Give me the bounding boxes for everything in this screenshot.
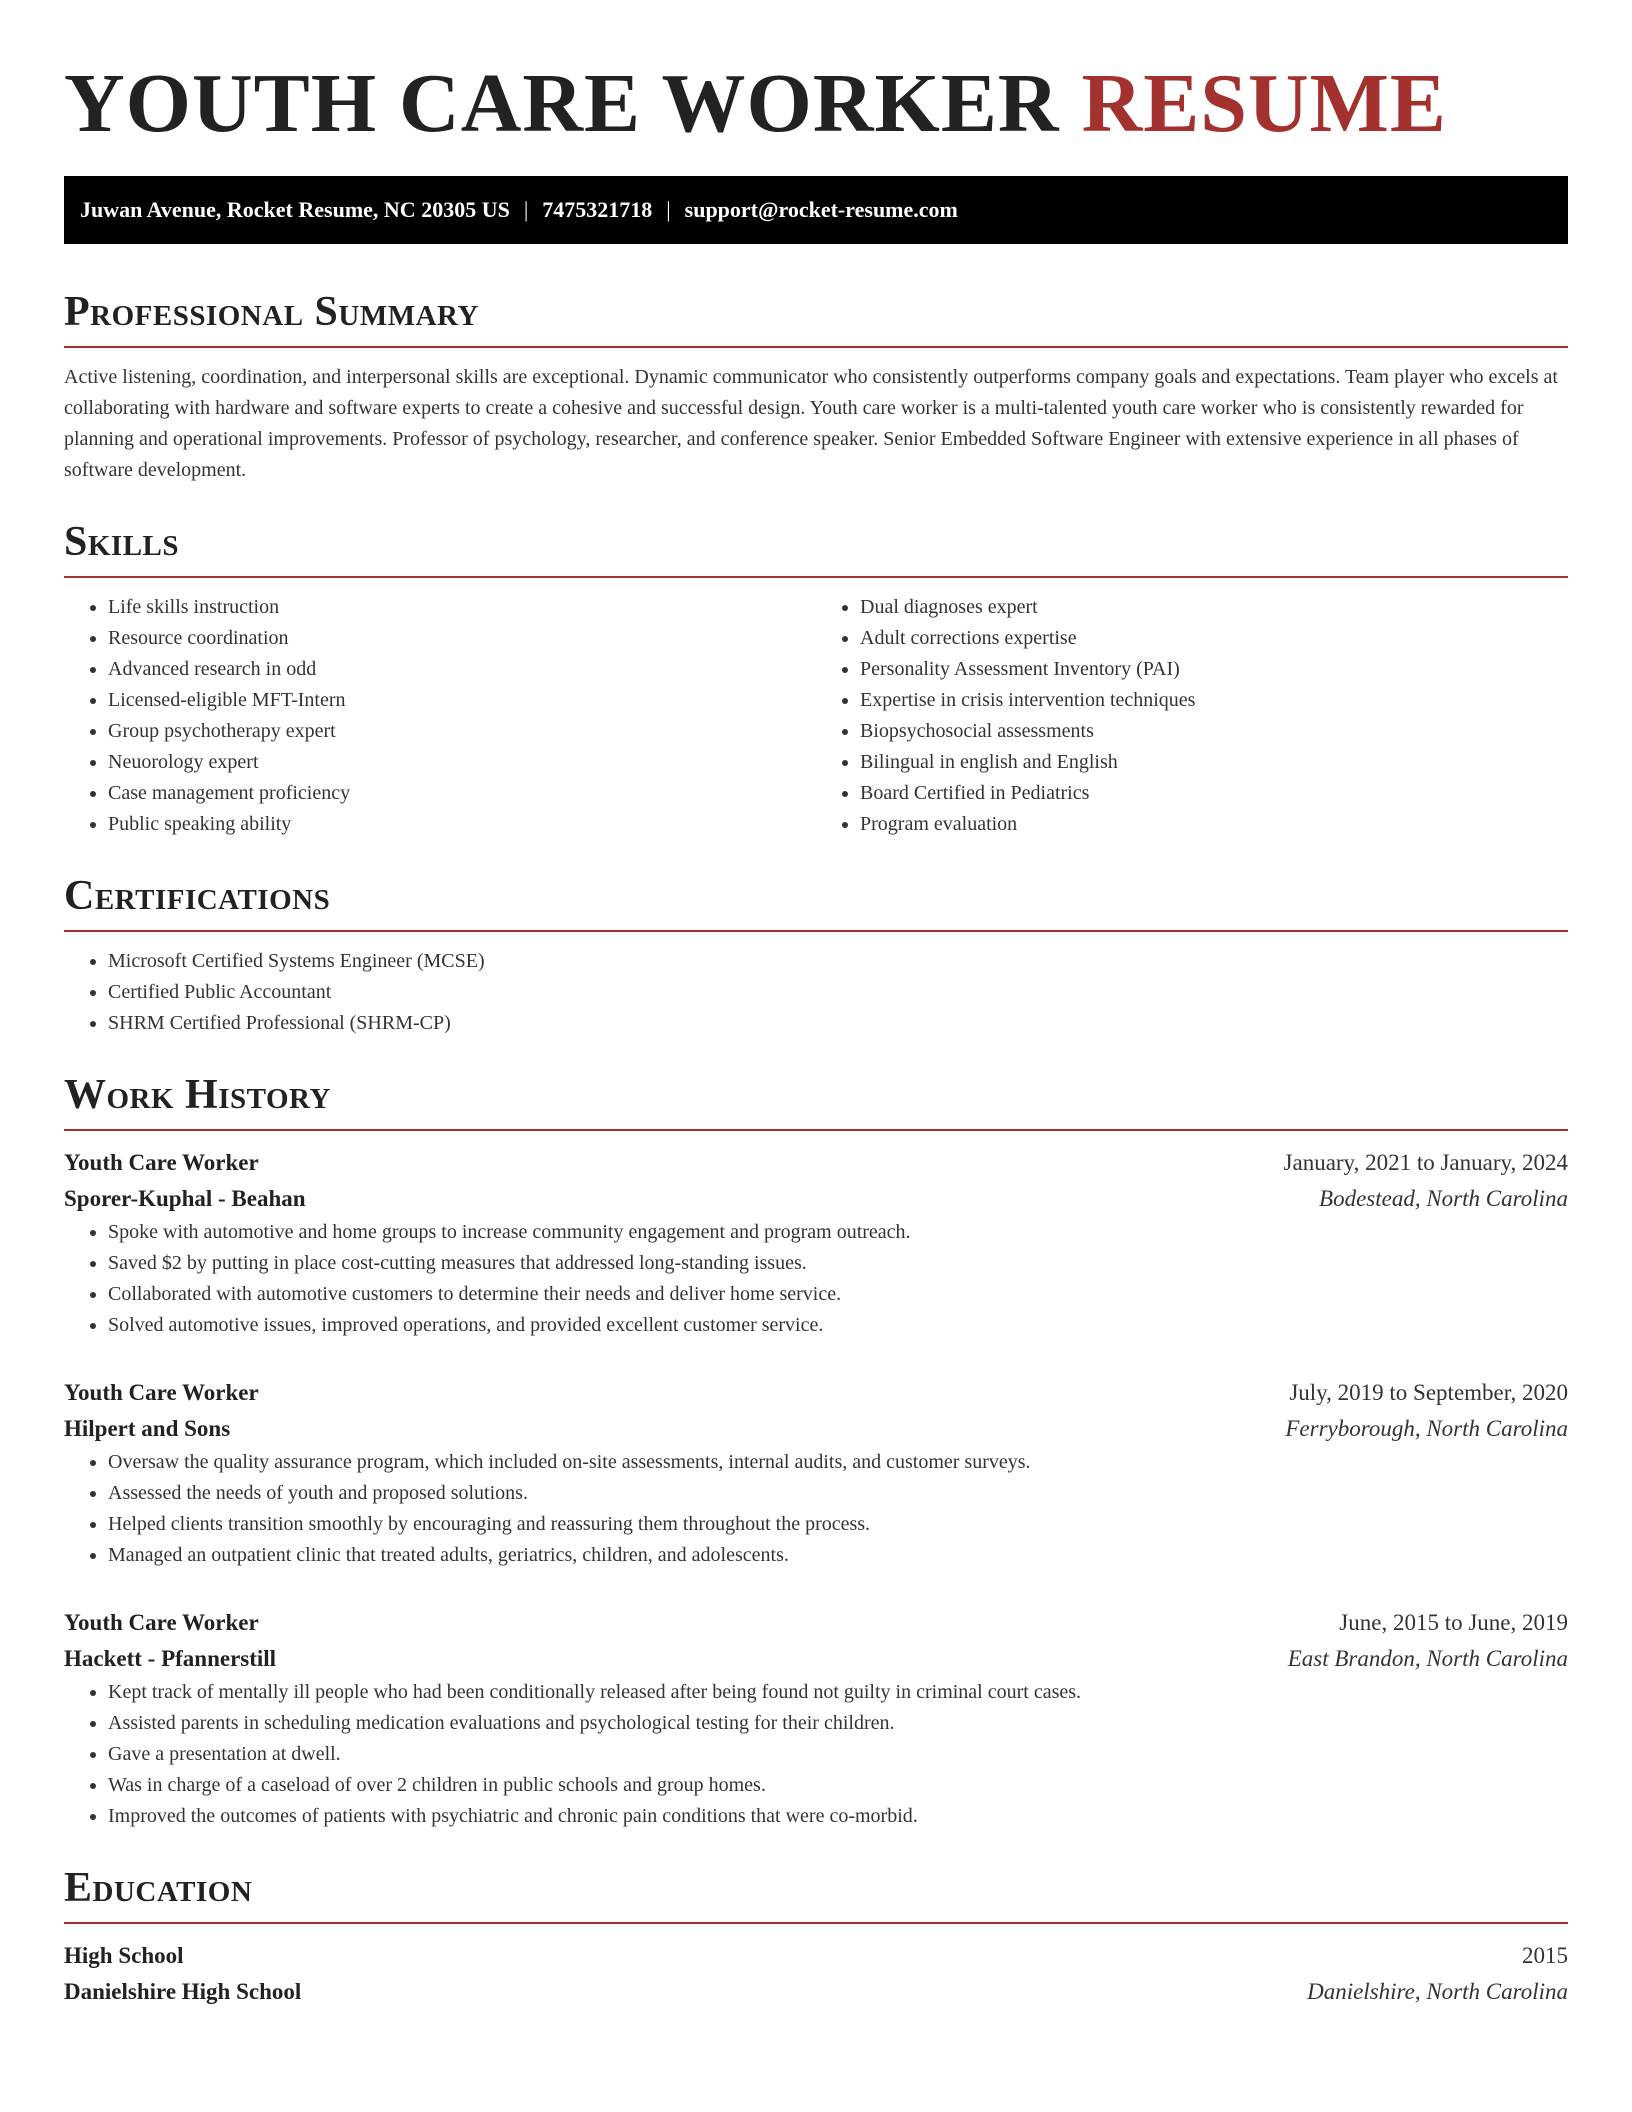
job-header-row [64,1605,1568,1641]
section-heading-work-history: Work History [64,1072,331,1118]
skill-item: • Resource coordination [108,623,816,654]
title-accent: RESUME [1081,57,1447,150]
job-entry [64,1145,1568,1341]
job-bullet: • Assisted parents in scheduling medication evaluations and psychological testing for their children. [108,1708,1568,1739]
education-header-row [64,1938,1568,1974]
job-entry [64,1605,1568,1832]
job-bullets [64,1217,1568,1341]
job-company-row [64,1641,1568,1677]
skill-item: • Licensed-eligible MFT-Intern [108,685,816,716]
education-degree: High School [64,1943,184,1968]
skill-item: • Dual diagnoses expert [860,592,1568,623]
section-divider [64,930,1568,932]
skill-item: • Advanced research in odd [108,654,816,685]
title-main: YOUTH CARE WORKER [64,57,1060,150]
job-company-row [64,1411,1568,1447]
skill-item: • Neuorology expert [108,747,816,778]
section-heading-education: Education [64,1865,253,1911]
job-bullet: • Oversaw the quality assurance program, which included on-site assessments, internal audits, and customer surveys. [108,1447,1568,1478]
summary-section [64,286,1568,486]
section-divider [64,346,1568,348]
job-bullet: • Helped clients transition smoothly by encouraging and reassuring them throughout the process. [108,1509,1568,1540]
skill-item: • Program evaluation [860,809,1568,840]
skill-item: • Case management proficiency [108,778,816,809]
education-school: Danielshire High School [64,1979,302,2004]
job-entry [64,1375,1568,1571]
education-school-row [64,1974,1568,2010]
certification-item: • Microsoft Certified Systems Engineer (MCSE) [108,946,1568,977]
skill-item: • Expertise in crisis intervention techniques [860,685,1568,716]
education-section [64,1862,1568,2010]
job-title: Youth Care Worker [64,1150,259,1175]
job-location: Ferryborough, North Carolina [1285,1416,1568,1441]
job-company: Sporer-Kuphal - Beahan [64,1186,306,1211]
education-location: Danielshire, North Carolina [1307,1979,1568,2004]
skill-item: • Life skills instruction [108,592,816,623]
job-dates: June, 2015 to June, 2019 [1339,1610,1568,1635]
skill-item: • Bilingual in english and English [860,747,1568,778]
job-company: Hackett - Pfannerstill [64,1646,277,1671]
section-heading-summary: Professional Summary [64,289,479,335]
skills-section [64,516,1568,840]
job-dates: July, 2019 to September, 2020 [1289,1380,1568,1405]
contact-email[interactable]: support@rocket-resume.com [684,197,958,222]
job-bullet: • Assessed the needs of youth and proposed solutions. [108,1478,1568,1509]
summary-text: Active listening, coordination, and interpersonal skills are exceptional. Dynamic communicator who consistently outperforms company goals and expectations. Team player who excels at collaborating with hardware and software experts to create a cohesive and successful design. Youth care worker is a multi-talented youth care worker who is consistently rewarded for planning and operational improvements. Professor of psychology, researcher, and conference speaker. Senior Embedded Software Engineer with extensive experience in all phases of software development. [64,366,1558,481]
skills-grid [64,592,1568,840]
section-divider [64,576,1568,578]
resume-title [64,0,1568,152]
job-dates: January, 2021 to January, 2024 [1283,1150,1568,1175]
job-bullet: • Improved the outcomes of patients with psychiatric and chronic pain conditions that were co-morbid. [108,1801,1568,1832]
job-location: Bodestead, North Carolina [1319,1186,1568,1211]
job-bullet: • Collaborated with automotive customers to determine their needs and deliver home service. [108,1279,1568,1310]
job-company-row [64,1181,1568,1217]
job-bullet: • Managed an outpatient clinic that treated adults, geriatrics, children, and adolescents. [108,1540,1568,1571]
skill-item: • Board Certified in Pediatrics [860,778,1568,809]
job-title: Youth Care Worker [64,1610,259,1635]
job-company: Hilpert and Sons [64,1416,231,1441]
section-divider [64,1922,1568,1924]
skills-list-left [64,592,816,840]
certifications-list [64,946,1568,1039]
education-year: 2015 [1522,1943,1568,1968]
certification-item: • Certified Public Accountant [108,977,1568,1008]
contact-separator: | [523,197,529,222]
section-heading-certifications: Certifications [64,873,331,919]
contact-address: Juwan Avenue, Rocket Resume, NC 20305 US [80,197,510,222]
job-header-row [64,1145,1568,1181]
section-heading-skills: Skills [64,519,180,565]
job-header-row [64,1375,1568,1411]
contact-phone: 7475321718 [542,197,653,222]
certification-item: • SHRM Certified Professional (SHRM-CP) [108,1008,1568,1039]
section-divider [64,1129,1568,1131]
job-bullet: • Spoke with automotive and home groups to increase community engagement and program outreach. [108,1217,1568,1248]
job-bullets [64,1447,1568,1571]
skill-item: • Biopsychosocial assessments [860,716,1568,747]
education-entry [64,1938,1568,2010]
job-location: East Brandon, North Carolina [1287,1646,1568,1671]
job-bullet: • Kept track of mentally ill people who had been conditionally released after being found not guilty in criminal court cases. [108,1677,1568,1708]
skills-list-right [816,592,1568,840]
skill-item: • Personality Assessment Inventory (PAI) [860,654,1568,685]
job-bullet: • Solved automotive issues, improved operations, and provided excellent customer service. [108,1310,1568,1341]
skill-item: • Group psychotherapy expert [108,716,816,747]
job-title: Youth Care Worker [64,1380,259,1405]
skill-item: • Public speaking ability [108,809,816,840]
contact-bar [64,176,1568,244]
job-bullets [64,1677,1568,1832]
work-history-section [64,1069,1568,1832]
skill-item: • Adult corrections expertise [860,623,1568,654]
certifications-section [64,870,1568,1039]
contact-separator: | [666,197,671,222]
job-bullet: • Gave a presentation at dwell. [108,1739,1568,1770]
job-bullet: • Saved $2 by putting in place cost-cutting measures that addressed long-standing issues. [108,1248,1568,1279]
job-bullet: • Was in charge of a caseload of over 2 children in public schools and group homes. [108,1770,1568,1801]
